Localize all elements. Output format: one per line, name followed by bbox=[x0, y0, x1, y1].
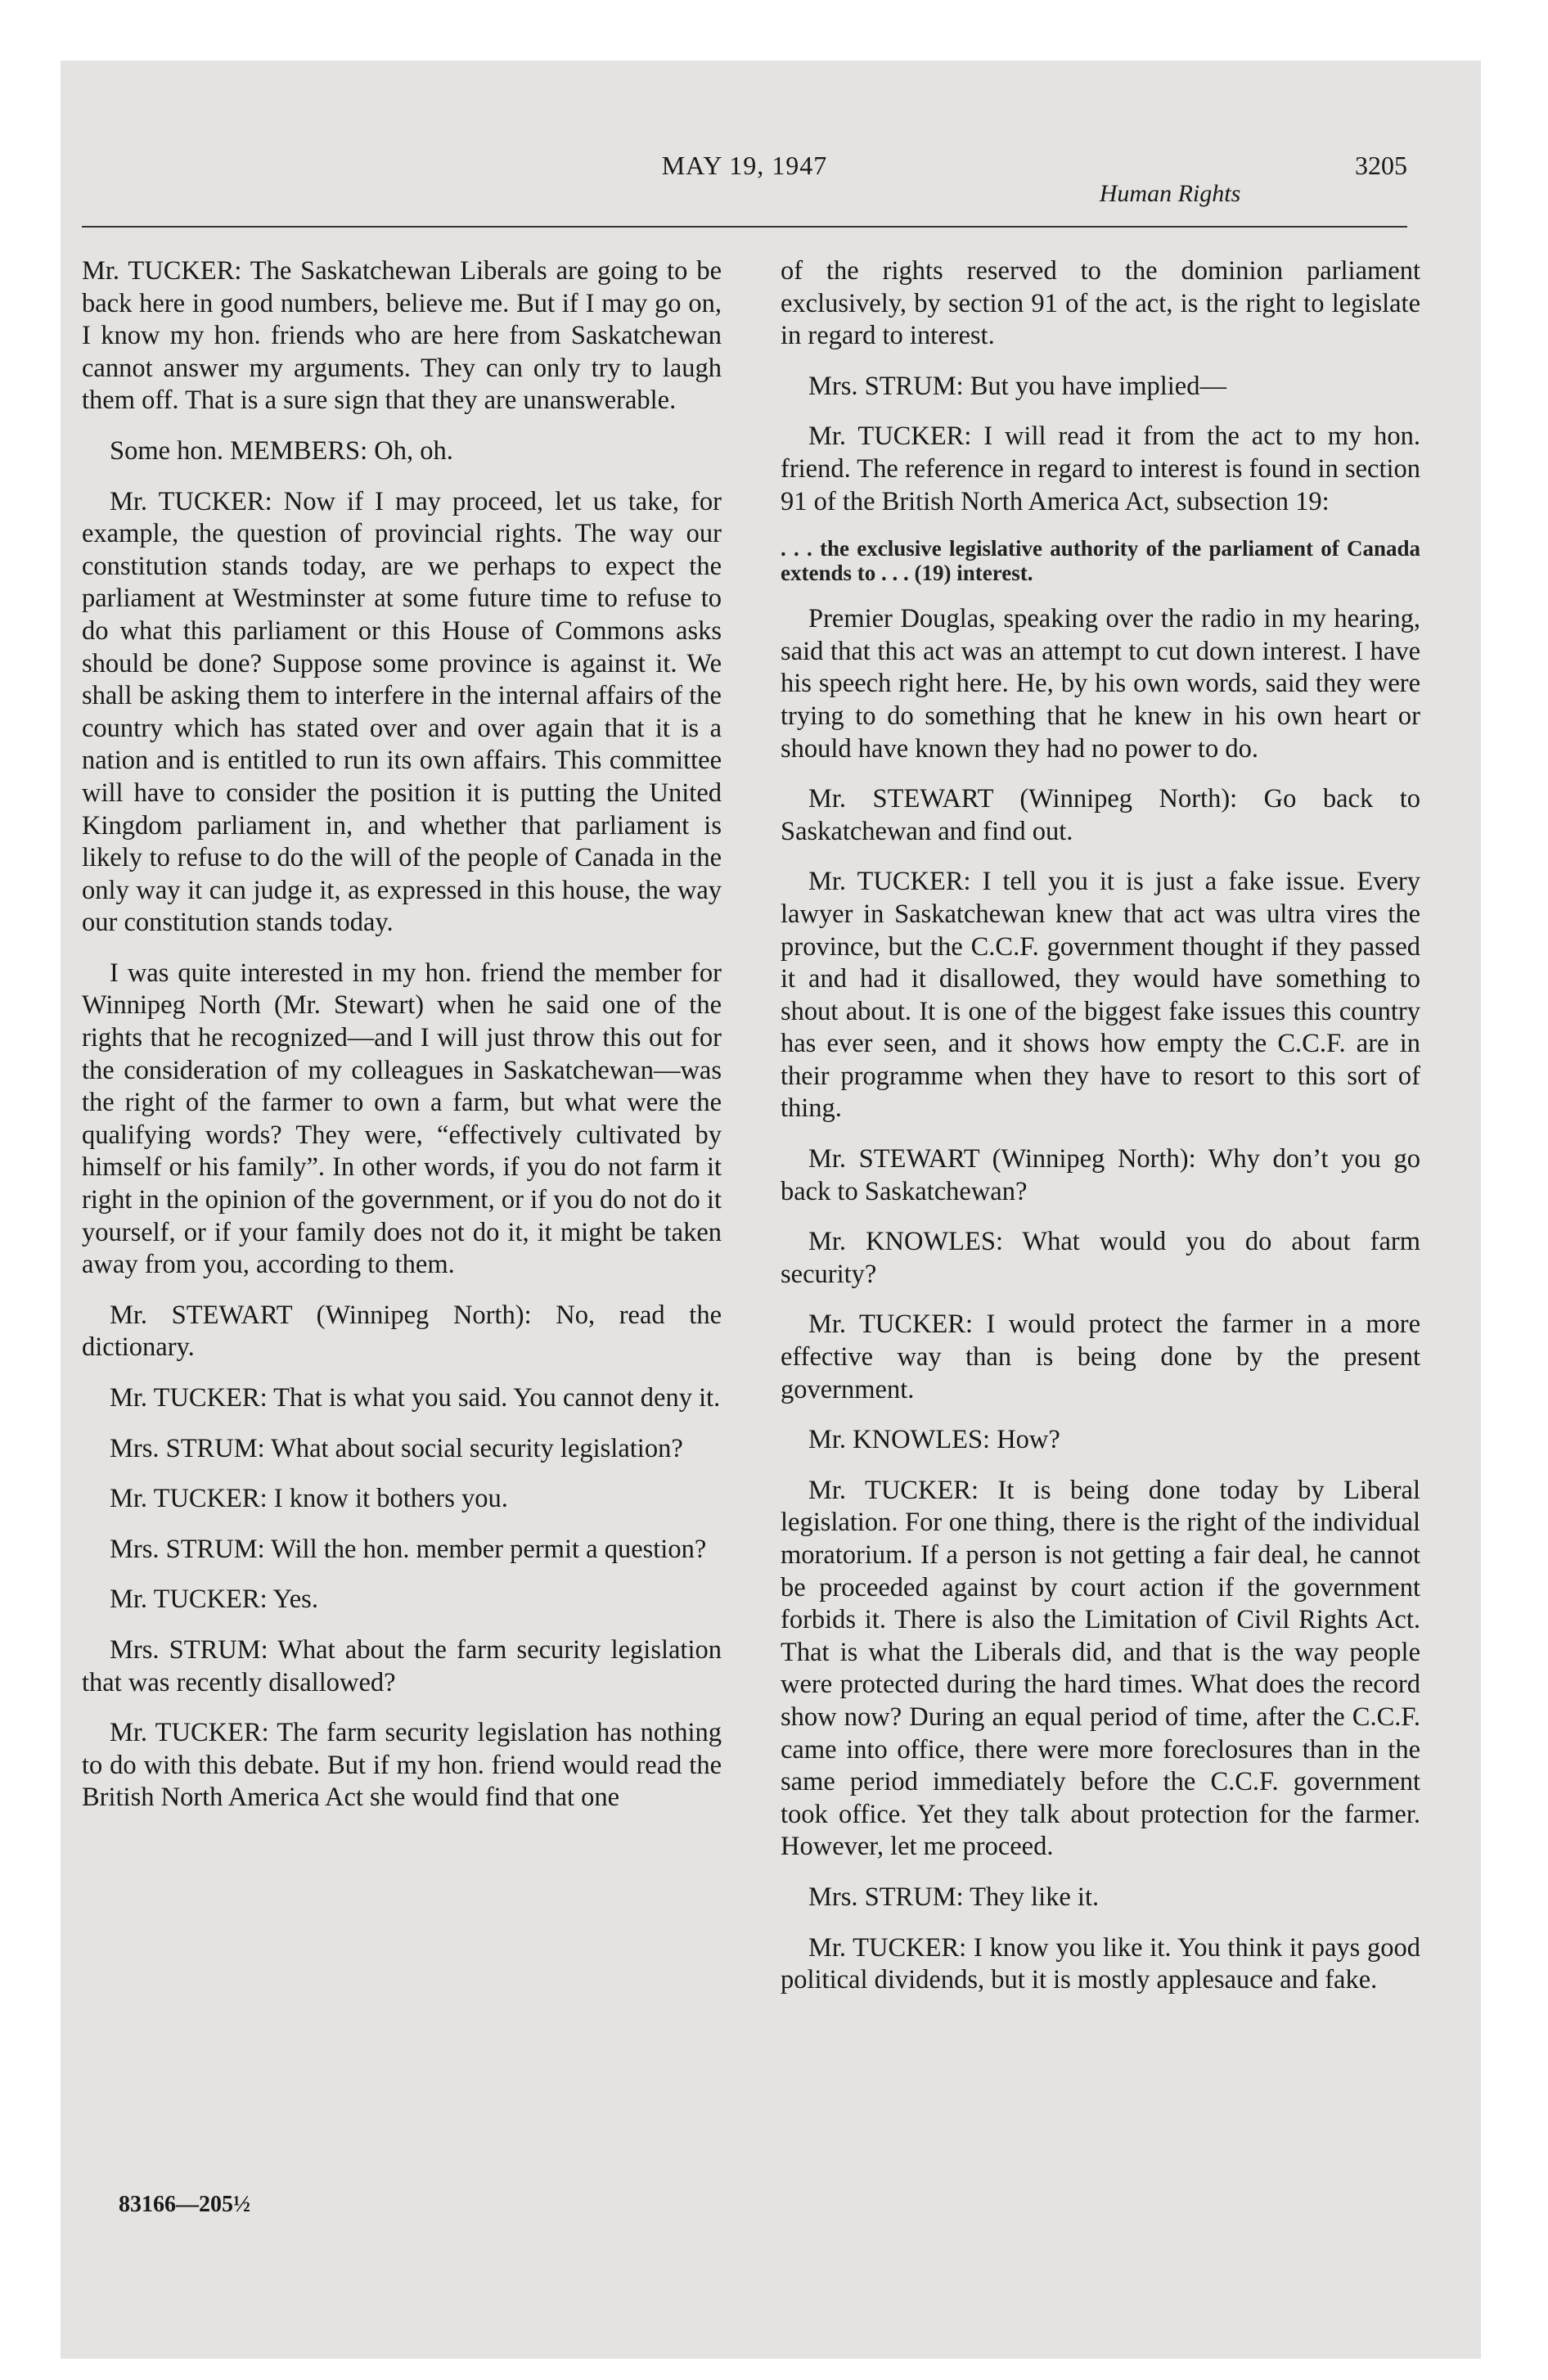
paragraph: Mr. STEWART (Winnipeg North): No, read the dictionary. bbox=[82, 1300, 722, 1363]
paragraph: Some hon. MEMBERS: Oh, oh. bbox=[110, 435, 453, 466]
page-header bbox=[82, 82, 1407, 207]
paragraph: Mrs. STRUM: But you have implied— bbox=[808, 371, 1226, 401]
header-page-number: 3205 bbox=[1355, 151, 1407, 180]
paragraph: Mr. TUCKER: I will read it from the act to my hon. friend. The reference in regard to interest is found in section 91 of the British North America Act, subsection 19: bbox=[781, 421, 1420, 516]
paragraph: Mrs. STRUM: What about the farm security legislation that was recently disallowed? bbox=[82, 1634, 722, 1697]
right-column bbox=[781, 255, 1420, 2015]
paragraph: Mr. TUCKER: The farm security legislation has nothing to do with this debate. But if my hon. friend would read the British North America Act she would find that one bbox=[82, 1718, 722, 1813]
left-column bbox=[82, 255, 722, 1832]
header-section-title: Human Rights bbox=[1099, 180, 1241, 207]
printer-mark: 83166—205½ bbox=[119, 2192, 250, 2217]
paragraph: Mr. TUCKER: I tell you it is just a fake issue. Every lawyer in Saskatchewan knew that act was ultra vires the province, but the C.C.F. government thought if they passed it and had it disallowed, they would have something to shout about. It is one of the biggest fake issues this country has ever seen, and it shows how empty the C.C.F. are in their programme when they have to resort to this sort of thing. bbox=[781, 867, 1420, 1124]
paragraph: Mr. TUCKER: It is being done today by Liberal legislation. For one thing, there is the right of the individual moratorium. If a person is not getting a fair deal, he cannot be proceeded against by court action if the government forbids it. There is also the Limitation of Civil Rights Act. That is what the Liberals did, and that is the way people were protected during the hard times. What does the record show now? During an equal period of time, after the C.C.F. came into office, there were more foreclosures than in the same period immediately before the C.C.F. government took office. Yet they talk about protection for the farmer. However, let me proceed. bbox=[781, 1475, 1420, 1862]
paragraph: Mr. TUCKER: I know it bothers you. bbox=[110, 1484, 508, 1514]
paragraph: Premier Douglas, speaking over the radio in my hearing, said that this act was an attempt to cut down interest. I have his speech right here. He, by his own words, said they were trying to do something that he knew in his own heart or should have known they had no power to do. bbox=[781, 604, 1420, 764]
paragraph: Mr. TUCKER: Now if I may proceed, let us take, for example, the question of provincial rights. The way our constitution stands today, are we perhaps to expect the parliament at Westminster at some future time to refuse to do what this parliament or this House of Commons asks should be done? Suppose some province is against it. We shall be asking them to interfere in the internal affairs of the country which has stated over and over again that it is a nation and is entitled to run its own affairs. This committee will have to consider the position it is putting the United Kingdom parliament in, and whether that parliament is likely to refuse to do the will of the people of Canada in the only way it can judge it, as expressed in this house, the way our constitution stands today. bbox=[82, 486, 722, 938]
paragraph: I was quite interested in my hon. friend the member for Winnipeg North (Mr. Stewart) when he said one of the rights that he recognized—and I will just throw this out for the consideration of my colleagues in Saskatchewan—was the right of the farmer to own a farm, but what were the qualifying words? They were, “effectively cultivated by himself or his family”. In other words, if you do not farm it right in the opinion of the government, or if you do not do it yourself, or if your family does not do it, it might be taken away from you, according to them. bbox=[82, 958, 722, 1280]
block-quote: . . . the exclusive legislative authority of the parliament of Canada extends to . . . (19) interest. bbox=[781, 536, 1420, 586]
paragraph: Mr. STEWART (Winnipeg North): Why don’t you go back to Saskatchewan? bbox=[781, 1144, 1420, 1206]
paragraph: Mrs. STRUM: What about social security legislation? bbox=[110, 1433, 683, 1463]
header-rule bbox=[82, 226, 1407, 228]
header-date: MAY 19, 1947 bbox=[661, 151, 828, 180]
paragraph: Mrs. STRUM: Will the hon. member permit a question? bbox=[110, 1534, 707, 1564]
paragraph: Mrs. STRUM: They like it. bbox=[808, 1882, 1100, 1912]
paragraph: Mr. TUCKER: That is what you said. You cannot deny it. bbox=[110, 1383, 721, 1413]
paragraph: Mr. TUCKER: I know you like it. You think it pays good political dividends, but it is mostly applesauce and fake. bbox=[781, 1932, 1420, 1995]
paragraph: Mr. KNOWLES: How? bbox=[808, 1425, 1060, 1455]
paragraph: Mr. TUCKER: I would protect the farmer in a more effective way than is being done by the present government. bbox=[781, 1309, 1420, 1404]
paragraph: of the rights reserved to the dominion parliament exclusively, by section 91 of the act, is the right to legislate in regard to interest. bbox=[781, 256, 1420, 351]
paragraph: Mr. KNOWLES: What would you do about farm security? bbox=[781, 1227, 1420, 1289]
paragraph: Mr. STEWART (Winnipeg North): Go back to Saskatchewan and find out. bbox=[781, 784, 1420, 846]
paragraph: Mr. TUCKER: Yes. bbox=[110, 1584, 318, 1615]
paragraph: Mr. TUCKER: The Saskatchewan Liberals are going to be back here in good numbers, believe me. But if I may go on, I know my hon. friends who are here from Saskatchewan cannot answer my arguments. They can only try to laugh them off. That is a sure sign that they are unanswerable. bbox=[82, 256, 722, 416]
